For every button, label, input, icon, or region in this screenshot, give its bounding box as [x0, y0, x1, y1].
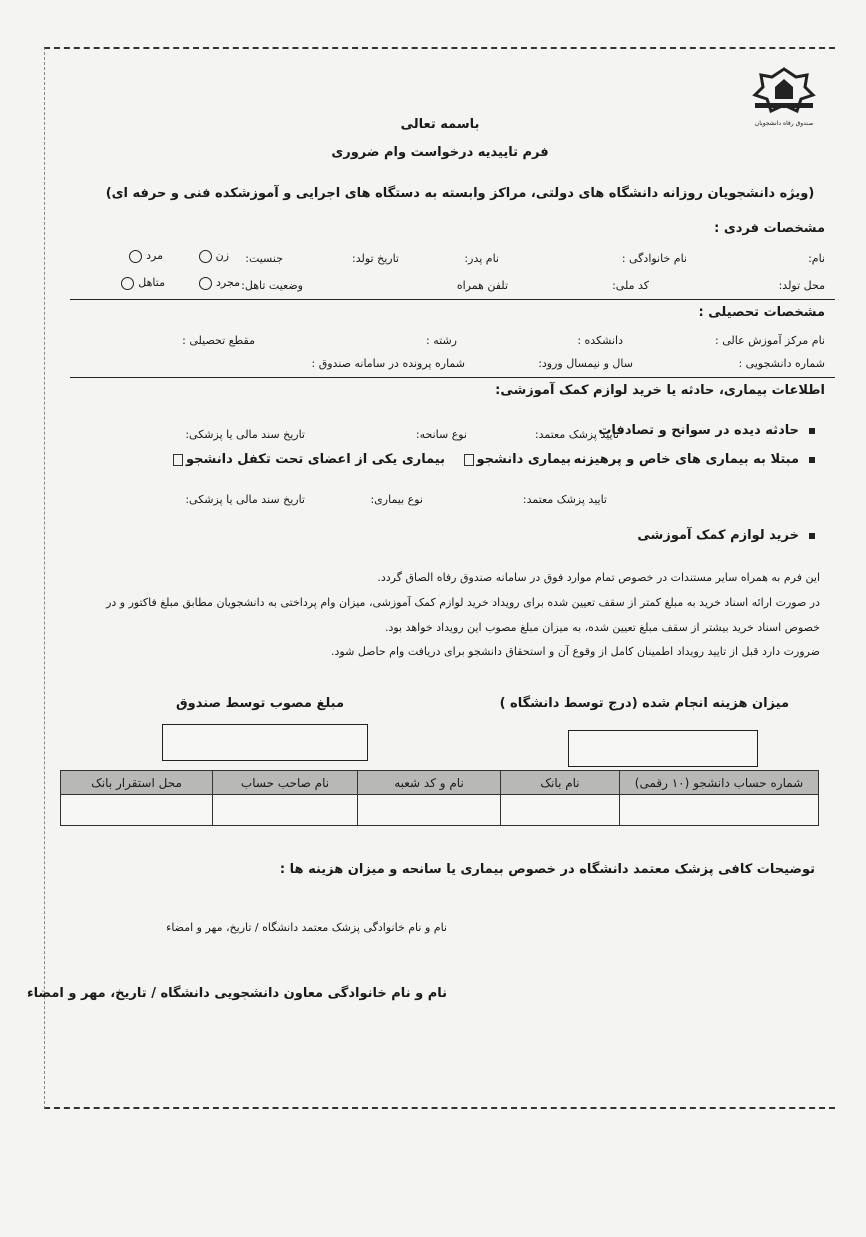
bullet-icon — [809, 428, 815, 434]
note-2: در صورت ارائه اسناد خرید به مبلغ کمتر از سقف تعیین شده برای رویداد خرید لوازم کمک آموزشی، میزان وام پرداختی به دانشجویان مطابق مبلغ فاکتور و در — [106, 596, 820, 609]
bullet-icon — [809, 457, 815, 463]
single-radio[interactable] — [199, 277, 212, 290]
single-label: مجرد — [216, 276, 240, 289]
branch-cell[interactable] — [358, 795, 501, 826]
birth-date-label: تاریخ تولد: — [352, 252, 399, 265]
male-label: مرد — [146, 249, 163, 262]
gender-label: جنسیت: — [245, 252, 283, 265]
logo-caption: صندوق رفاه دانشجویان — [754, 120, 814, 127]
deputy-sign-label: نام و نام خانوادگی معاون دانشجویی دانشگاه / تاریخ، مهر و امضاء — [27, 986, 447, 1001]
divider — [70, 299, 835, 300]
disease-doctor-label: تایید پزشک معتمد: — [522, 493, 607, 506]
entry-label: سال و نیمسال ورود: — [538, 357, 633, 370]
account-number-cell[interactable] — [620, 795, 819, 826]
bank-location-header: محل استقرار بانک — [61, 771, 213, 795]
bullet-icon — [809, 533, 815, 539]
accident-type-label: نوع سانحه: — [415, 428, 467, 441]
bank-name-header: نام بانک — [501, 771, 620, 795]
account-number-header: شماره حساب دانشجو (۱۰ رقمی) — [620, 771, 819, 795]
account-holder-cell[interactable] — [213, 795, 358, 826]
form-page — [27, 47, 835, 1109]
single-option[interactable] — [195, 276, 240, 290]
female-radio[interactable] — [199, 250, 212, 263]
married-option[interactable] — [117, 276, 165, 290]
male-radio[interactable] — [129, 250, 142, 263]
female-label: زن — [215, 249, 229, 262]
bank-table-header — [61, 771, 819, 795]
table-row — [61, 795, 819, 826]
fund-logo-icon — [751, 67, 817, 117]
approved-amount-box[interactable] — [162, 724, 368, 761]
birth-place-label: محل تولد: — [778, 279, 825, 292]
national-code-label: کد ملی: — [612, 279, 649, 292]
note-4: ضرورت دارد قبل از تایید رویداد اطمینان کامل از وقوع آن و استحقاق دانشجو برای دریافت وام حاصل شود. — [331, 645, 820, 658]
medical-heading: اطلاعات بیماری، حادثه یا خرید لوازم کمک آموزشی: — [495, 383, 825, 398]
married-label: متاهل — [138, 276, 165, 289]
student-disease-label: بیماری دانشجو — [476, 452, 571, 467]
student-no-label: شماره دانشجویی : — [738, 357, 825, 370]
disease-doc-date-label: تاریخ سند مالی یا پزشکی: — [185, 493, 305, 506]
branch-header: نام و کد شعبه — [358, 771, 501, 795]
equipment-label: خرید لوازم کمک آموزشی — [637, 528, 799, 543]
student-disease-checkbox[interactable] — [464, 454, 474, 466]
accident-item — [598, 423, 815, 438]
mobile-label: تلفن همراه — [456, 279, 508, 292]
female-option[interactable] — [195, 249, 229, 263]
disease-type-label: نوع بیماری: — [370, 493, 423, 506]
account-holder-header: نام صاحب حساب — [213, 771, 358, 795]
student-disease-option[interactable] — [461, 452, 571, 467]
family-disease-checkbox[interactable] — [173, 454, 183, 466]
doctor-sign-label: نام و نام خانوادگی پزشک معتمد دانشگاه / تاریخ، مهر و امضاء — [166, 921, 447, 934]
level-label: مقطع تحصیلی : — [182, 334, 255, 347]
note-3: خصوص اسناد خرید بیشتر از سقف مبلغ تعیین شده، به میزان مبلغ مصوب این رویداد خواهد بود. — [384, 621, 820, 634]
bank-table — [60, 770, 819, 826]
major-label: رشته : — [426, 334, 457, 347]
male-option[interactable] — [125, 249, 163, 263]
family-disease-label: بیماری یکی از اعضای تحت تکفل دانشجو — [186, 452, 445, 467]
approved-amount-label: مبلغ مصوب توسط صندوق — [175, 696, 344, 711]
equipment-item — [637, 528, 815, 543]
married-radio[interactable] — [121, 277, 134, 290]
form-subtitle: (ویژه دانشجویان روزانه دانشگاه های دولتی، مراکز وابسته به دستگاه های اجرایی و آموزشکده فنی و حرفه ای) — [105, 186, 815, 201]
personal-heading: مشخصات فردی : — [714, 221, 825, 236]
spent-amount-label: میزان هزینه انجام شده (درج توسط دانشگاه ) — [499, 696, 789, 711]
divider — [70, 377, 835, 378]
note-1: این فرم به همراه سایر مستندات در خصوص تمام موارد فوق در سامانه صندوق رفاه الصاق گردد. — [377, 571, 820, 584]
education-heading: مشخصات تحصیلی : — [698, 305, 825, 320]
center-label: نام مرکز آموزش عالی : — [715, 334, 825, 347]
disease-item — [574, 452, 815, 467]
name-label: نام: — [808, 252, 825, 265]
father-label: نام پدر: — [464, 252, 499, 265]
accident-doctor-label: تایید پزشک معتمد: — [534, 428, 619, 441]
family-label: نام خانوادگی : — [621, 252, 687, 265]
spent-amount-box[interactable] — [568, 730, 758, 767]
doctor-notes-label: توضیحات کافی پزشک معتمد دانشگاه در خصوص بیماری یا سانحه و میزان هزینه ها : — [279, 862, 815, 877]
file-no-label: شماره پرونده در سامانه صندوق : — [311, 357, 465, 370]
accident-doc-date-label: تاریخ سند مالی یا پزشکی: — [185, 428, 305, 441]
bank-name-cell[interactable] — [501, 795, 620, 826]
faculty-label: دانشکده : — [577, 334, 623, 347]
disease-label: مبتلا به بیماری های خاص و پرهیزنه — [573, 452, 799, 467]
bismillah: باسمه تعالی — [400, 117, 480, 132]
family-disease-option[interactable] — [170, 452, 445, 467]
accident-label: حادثه دیده در سوانح و تصادفات — [598, 423, 799, 438]
form-title: فرم تاییدیه درخواست وام ضروری — [331, 145, 549, 160]
marital-label: وضعیت تاهل: — [241, 279, 303, 292]
bank-location-cell[interactable] — [61, 795, 213, 826]
